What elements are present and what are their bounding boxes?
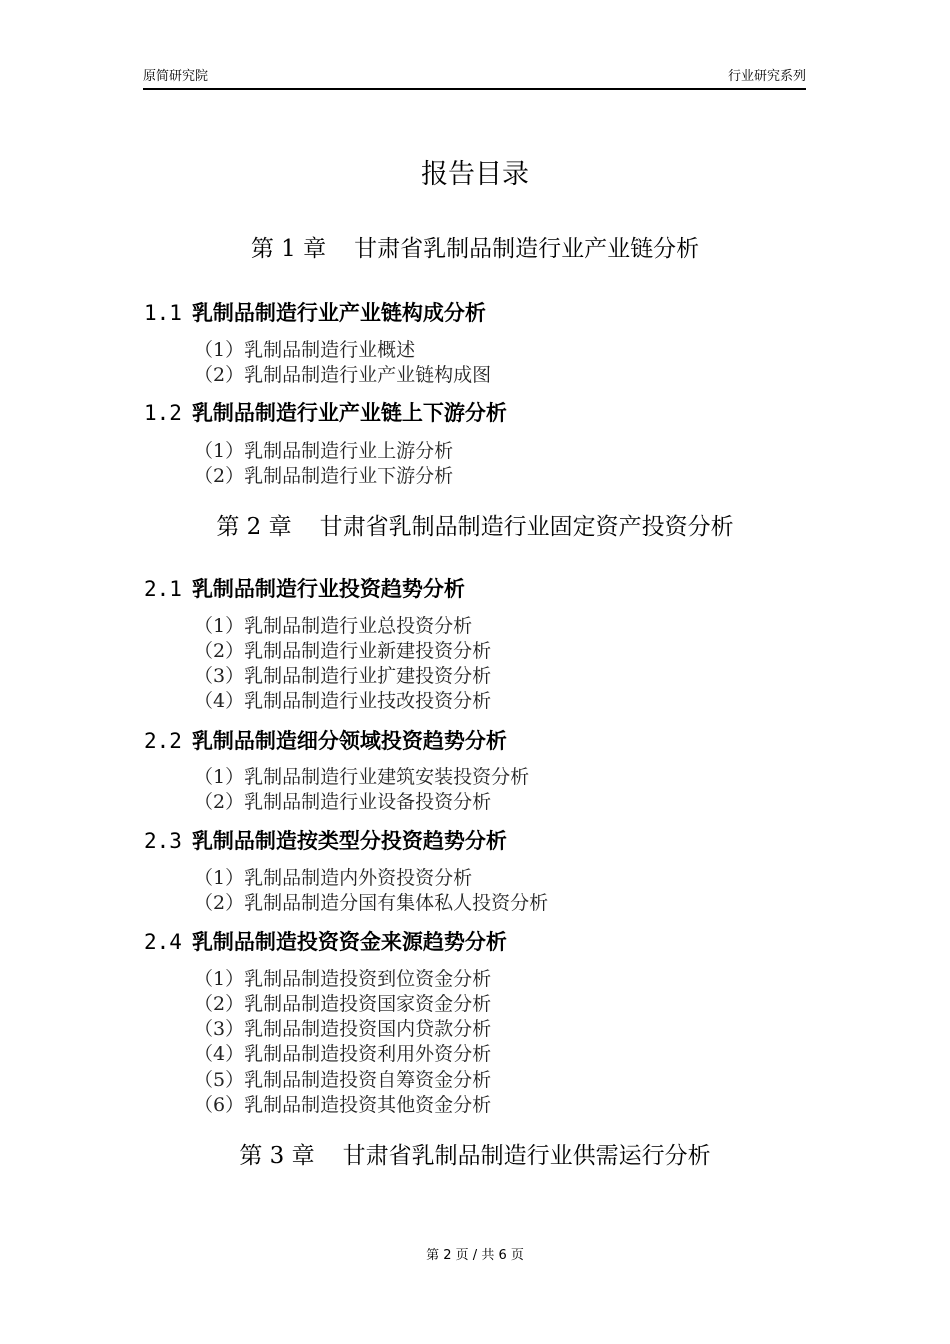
section-heading xyxy=(144,827,507,855)
toc-item: （2）乳制品制造行业新建投资分析 xyxy=(194,640,492,662)
section-title: 乳制品制造行业产业链构成分析 xyxy=(191,301,486,325)
header-org: 原简研究院 xyxy=(143,69,209,84)
section-number: 2.3 xyxy=(144,829,182,853)
toc-item: （5）乳制品制造投资自筹资金分析 xyxy=(194,1069,492,1091)
section-heading xyxy=(144,399,507,427)
toc-item: （1）乳制品制造投资到位资金分析 xyxy=(194,968,492,990)
toc-item: （3）乳制品制造投资国内贷款分析 xyxy=(194,1018,492,1040)
toc-item: （1）乳制品制造行业建筑安装投资分析 xyxy=(194,766,530,788)
chapter-title: 甘肃省乳制品制造行业产业链分析 xyxy=(354,236,700,262)
chapter-label: 第 1 章 xyxy=(250,236,327,262)
section-number: 2.4 xyxy=(144,930,182,954)
chapter-label: 第 2 章 xyxy=(216,514,292,540)
chapter-title: 甘肃省乳制品制造行业固定资产投资分析 xyxy=(319,514,734,540)
section-title: 乳制品制造行业产业链上下游分析 xyxy=(191,401,507,425)
section-heading xyxy=(144,575,465,603)
toc-item: （1）乳制品制造行业上游分析 xyxy=(194,440,454,462)
section-heading xyxy=(144,299,486,327)
toc-item: （3）乳制品制造行业扩建投资分析 xyxy=(194,665,492,687)
page-header xyxy=(143,68,806,90)
section-number: 2.2 xyxy=(144,729,182,753)
chapter-title: 甘肃省乳制品制造行业供需运行分析 xyxy=(342,1143,711,1169)
header-series: 行业研究系列 xyxy=(727,69,806,84)
toc-item: （1）乳制品制造行业总投资分析 xyxy=(194,615,473,637)
toc-item: （4）乳制品制造投资利用外资分析 xyxy=(194,1043,492,1065)
toc-item: （1）乳制品制造内外资投资分析 xyxy=(194,867,473,889)
toc-item: （6）乳制品制造投资其他资金分析 xyxy=(194,1094,492,1116)
chapter-label: 第 3 章 xyxy=(239,1143,315,1169)
section-heading xyxy=(144,928,507,956)
toc-item: （2）乳制品制造分国有集体私人投资分析 xyxy=(194,892,549,914)
section-title: 乳制品制造按类型分投资趋势分析 xyxy=(191,829,507,853)
section-title: 乳制品制造投资资金来源趋势分析 xyxy=(191,930,507,954)
toc-item: （4）乳制品制造行业技改投资分析 xyxy=(194,690,492,712)
section-number: 2.1 xyxy=(144,577,182,601)
chapter-heading xyxy=(0,234,950,264)
toc-item: （1）乳制品制造行业概述 xyxy=(194,339,416,361)
toc-item: （2）乳制品制造行业下游分析 xyxy=(194,465,454,487)
section-number: 1.1 xyxy=(144,301,182,325)
section-number: 1.2 xyxy=(144,401,182,425)
chapter-heading xyxy=(0,512,950,542)
section-heading xyxy=(144,727,507,755)
toc-item: （2）乳制品制造行业设备投资分析 xyxy=(194,791,492,813)
page-number: 第 2 页 / 共 6 页 xyxy=(426,1248,524,1263)
toc-item: （2）乳制品制造投资国家资金分析 xyxy=(194,993,492,1015)
chapter-heading xyxy=(0,1141,950,1171)
section-title: 乳制品制造行业投资趋势分析 xyxy=(191,577,465,601)
section-title: 乳制品制造细分领域投资趋势分析 xyxy=(191,729,507,753)
page-title: 报告目录 xyxy=(421,159,529,190)
toc-item: （2）乳制品制造行业产业链构成图 xyxy=(194,364,492,386)
